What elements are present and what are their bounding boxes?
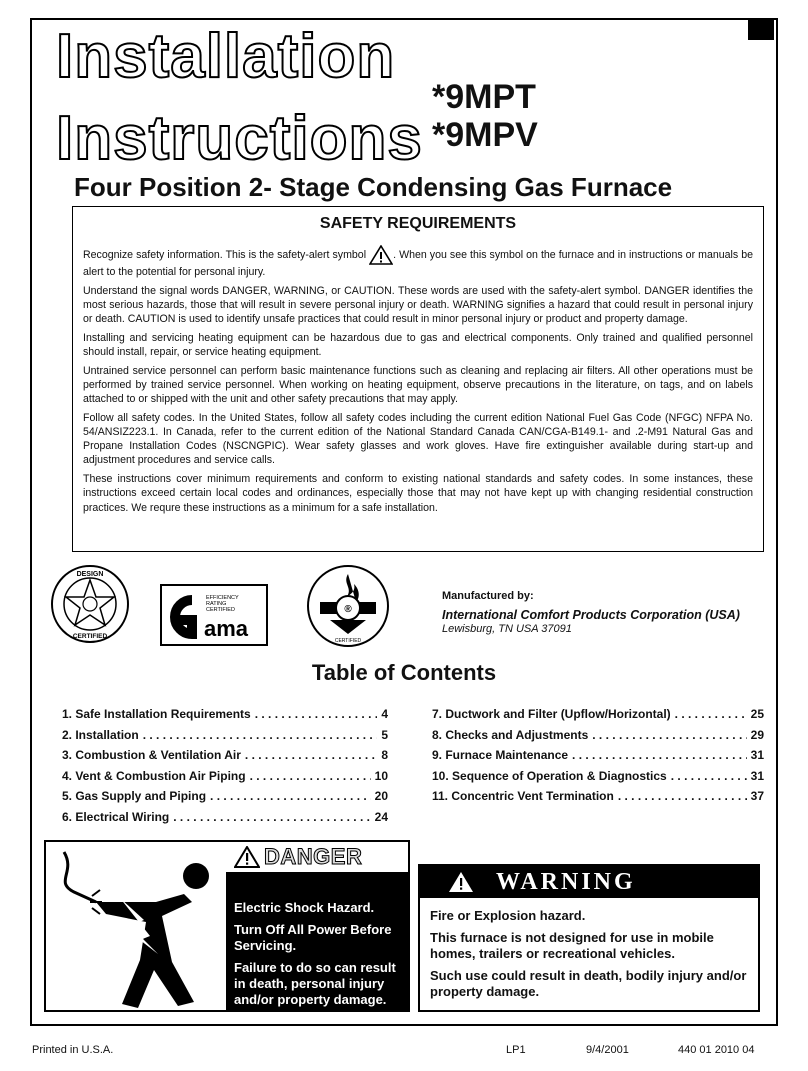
toc-entry-label: 2. Installation	[62, 727, 139, 742]
warning-alert-icon	[448, 871, 474, 893]
toc-entry-label: 1. Safe Installation Requirements	[62, 707, 251, 721]
footer-printed: Printed in U.S.A.	[32, 1044, 114, 1056]
svg-text:®: ®	[344, 604, 352, 615]
danger-line-1: Electric Shock Hazard.	[234, 900, 375, 915]
toc-entry[interactable]	[432, 786, 764, 807]
toc-entry-label: 4. Vent & Combustion Air Piping	[62, 768, 246, 783]
danger-line-2: Turn Off All Power Before Servicing.	[234, 922, 392, 953]
csa-seal-label: CERTIFIED	[334, 638, 362, 644]
manufacturer-block	[442, 590, 772, 635]
toc-entry-page: 25	[750, 707, 764, 721]
toc-entry-page: 4	[381, 707, 388, 721]
safety-requirements-box	[72, 206, 764, 552]
toc-entry[interactable]	[432, 704, 764, 725]
electric-shock-pictogram-icon	[46, 842, 226, 1010]
gama-small-3: CERTIFIED	[206, 607, 235, 613]
toc-entry[interactable]	[432, 745, 764, 766]
toc-leader	[618, 786, 747, 807]
toc-entry[interactable]	[62, 766, 388, 787]
safety-paragraph-6: These instructions cover minimum requirements and conform to existing national standards and safety codes. In some instances, these instructions exceed certain local codes and ordinances, especially those that may not have kept up with changing residential construction practices. We requre these instructions as a minimum for a safe installation.	[83, 473, 753, 514]
warning-signal-word: WARNING	[496, 868, 636, 895]
toc-leader	[675, 704, 747, 725]
safety-paragraph-2: Understand the signal words DANGER, WARNING, or CAUTION. These words are used with the safety-alert symbol. DANGER identifies the most serious hazards, those that will result in severe personal injury or death. WARNING signifies a hazard that could result in personal injury or death. CAUTION is used to identify unsafe practices that could result in minor personal injury or product and property damage.	[83, 284, 753, 326]
warning-line-1: Fire or Explosion hazard.	[430, 908, 586, 923]
toc-leader	[245, 745, 377, 766]
title-line-1: Installation	[56, 22, 396, 91]
toc-leader	[592, 725, 746, 746]
toc-leader	[250, 766, 371, 787]
toc-entry-label: 3. Combustion & Ventilation Air	[62, 748, 241, 762]
design-certified-seal-icon	[50, 564, 130, 644]
toc-entry-page: 24	[374, 809, 388, 824]
toc-entry[interactable]	[62, 725, 388, 746]
toc-entry-label: 5. Gas Supply and Piping	[62, 789, 207, 803]
model-2: *9MPV	[432, 116, 538, 154]
model-1: *9MPT	[432, 78, 536, 116]
warning-header	[420, 866, 758, 898]
danger-signal-word: DANGER	[264, 844, 363, 869]
title-line-2: Instructions	[56, 104, 423, 173]
manufacturer-address: Lewisburg, TN USA 37091	[442, 623, 572, 635]
warning-text	[430, 908, 756, 1006]
safety-p1-part-a: Recognize safety information. This is the safety-alert symbol	[83, 248, 367, 261]
danger-panel	[226, 842, 408, 1010]
safety-paragraph-3: Installing and servicing heating equipment can be hazardous due to gas and electrical components. Only trained and qualified personnel should install, repair, or service heating equipment.	[83, 331, 753, 359]
toc-entry[interactable]	[62, 704, 388, 725]
safety-p1-part-b: . When you see this symbol on the furnace and in instructions or manuals be alert to the potential for personal injury.	[83, 248, 753, 278]
safety-paragraph-1	[83, 245, 753, 279]
manufacturer-name: International Comfort Products Corporation (USA)	[442, 608, 740, 622]
toc-leader	[210, 786, 371, 807]
toc-right-column	[432, 704, 764, 807]
toc-entry-label: 10. Sequence of Operation & Diagnostics	[432, 768, 667, 783]
footer-document-number: 440 01 2010 04	[678, 1044, 755, 1056]
toc-entry[interactable]	[432, 766, 764, 787]
design-seal-bottom-text: CERTIFIED	[72, 633, 108, 640]
danger-alert-icon	[234, 846, 260, 868]
gama-logo-icon	[160, 584, 268, 646]
toc-entry-label: 6. Electrical Wiring	[62, 809, 170, 824]
footer-code: LP1	[506, 1044, 526, 1056]
toc-left-column	[62, 704, 388, 827]
gama-small-1: EFFICIENCY	[206, 595, 239, 601]
safety-paragraph-5: Follow all safety codes. In the United States, follow all safety codes including the current edition National Fuel Gas Code (NFGC) NFPA No. 54/ANSIZ223.1. In Canada, refer to the current edition of the National Standard Canada CAN/CGA-B149.1- and .2-M91 Natural Gas and Propane Installation Codes (NSCNGPIC). Wear safety glasses and work gloves. Have fire extinguisher available during start-up and adjustment procedures and service calls.	[83, 411, 753, 467]
toc-entry-page: 5	[381, 727, 388, 742]
toc-entry-page: 20	[374, 789, 388, 803]
toc-entry[interactable]	[432, 725, 764, 746]
toc-leader	[143, 725, 378, 746]
manufacturer-label: Manufactured by:	[442, 590, 534, 602]
toc-entry[interactable]	[62, 786, 388, 807]
toc-entry-label: 7. Ductwork and Filter (Upflow/Horizontal)	[432, 707, 671, 721]
toc-leader	[671, 766, 747, 787]
safety-alert-icon	[369, 245, 393, 265]
toc-entry-label: 11. Concentric Vent Termination	[432, 789, 614, 803]
design-seal-top-text: DESIGN	[76, 571, 104, 578]
toc-entry-page: 10	[374, 768, 388, 783]
toc-entry-label: 8. Checks and Adjustments	[432, 727, 589, 742]
gama-word: ama	[204, 616, 249, 641]
toc-leader	[572, 745, 747, 766]
toc-entry[interactable]	[62, 745, 388, 766]
danger-header	[226, 842, 408, 874]
danger-text	[234, 900, 408, 1014]
footer-date: 9/4/2001	[586, 1044, 629, 1056]
danger-line-3: Failure to do so can result in death, personal injury and/or property damage.	[234, 960, 396, 1007]
toc-entry-page: 29	[750, 727, 764, 742]
warning-line-3: Such use could result in death, bodily injury and/or property damage.	[430, 968, 747, 999]
toc-entry-page: 31	[750, 748, 764, 762]
warning-label-box	[418, 864, 760, 1012]
danger-label-box	[44, 840, 410, 1012]
safety-paragraph-4: Untrained service personnel can perform basic maintenance functions such as cleaning and replacing air filters. All other operations must be performed by trained service personnel. When working on heating equipment, observe precautions in the literature, on tags, and on labels attached to or shipped with the unit and other safety precautions that may apply.	[83, 364, 753, 406]
gama-small-2: RATING	[206, 601, 227, 607]
toc-entry-page: 8	[381, 748, 388, 762]
toc-entry-page: 37	[750, 789, 764, 803]
warning-line-2: This furnace is not designed for use in mobile homes, trailers or recreational vehicles.	[430, 930, 714, 961]
toc-leader	[255, 704, 378, 725]
toc-entry[interactable]	[62, 807, 388, 828]
toc-entry-page: 31	[750, 768, 764, 783]
safety-heading: SAFETY REQUIREMENTS	[319, 215, 517, 232]
toc-entry-label: 9. Furnace Maintenance	[432, 748, 569, 762]
toc-leader	[173, 807, 370, 828]
toc-heading: Table of Contents	[311, 660, 497, 685]
document-subtitle: Four Position 2- Stage Condensing Gas Furnace	[74, 172, 673, 202]
csa-certified-seal-icon	[306, 564, 390, 648]
corner-mark	[748, 20, 774, 40]
